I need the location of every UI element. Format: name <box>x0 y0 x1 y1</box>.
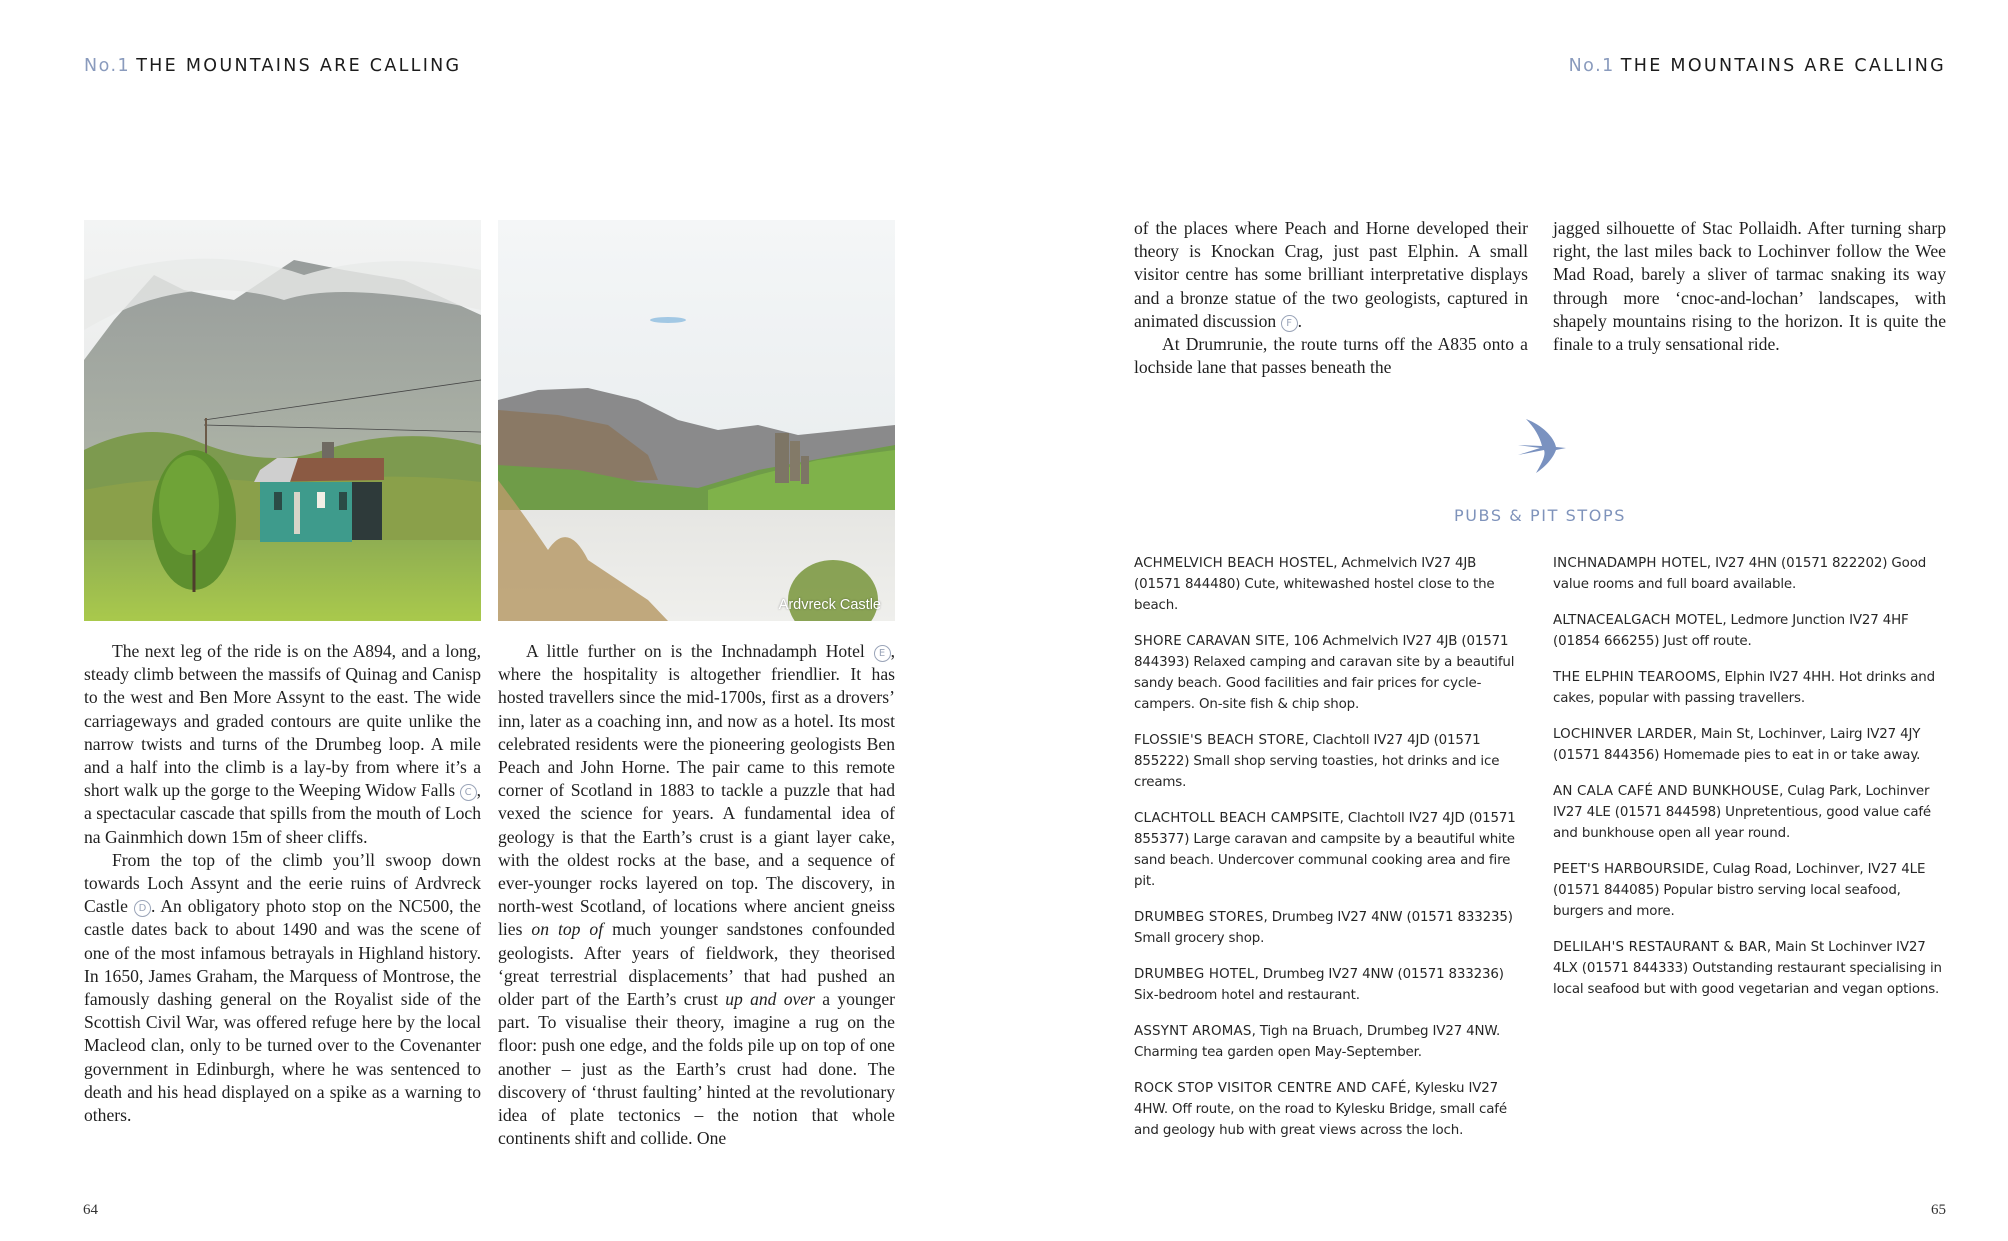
listing-details: Main St Lochinver IV27 4LX (01571 844333) Outstanding restaurant specialising in local seafood but with good vegetarian and vegan options. <box>1553 940 1942 997</box>
listings-left <box>1134 553 1526 1156</box>
listing-separator: , <box>1333 556 1342 571</box>
listing-name: INCHNADAMPH HOTEL <box>1553 556 1707 571</box>
listing-item <box>1134 1021 1526 1063</box>
listing-name: ALTNACEALGACH MOTEL <box>1553 613 1723 628</box>
listing-details: Tigh na Bruach, Drumbeg IV27 4NW. Charming tea garden open May-September. <box>1134 1024 1501 1060</box>
listing-separator: , <box>1254 967 1263 982</box>
map-marker-e-icon: E <box>874 645 891 662</box>
listing-item <box>1553 553 1951 595</box>
listing-details: Kylesku IV27 4HW. Off route, on the road to Kylesku Bridge, small café and geology hub with great views across the loch. <box>1134 1081 1507 1138</box>
listing-item <box>1553 610 1951 652</box>
chapter-title: THE MOUNTAINS ARE CALLING <box>136 56 462 76</box>
listing-name: ACHMELVICH BEACH HOSTEL <box>1134 556 1334 571</box>
listing-name: AN CALA CAFÉ AND BUNKHOUSE <box>1553 784 1780 799</box>
castle-photo <box>498 220 895 621</box>
listing-details: IV27 4HN (01571 822202) Good value rooms and full board available. <box>1553 556 1927 592</box>
listing-separator: , <box>1263 910 1272 925</box>
listing-item <box>1134 808 1526 892</box>
section-title: PUBS & PIT STOPS <box>1453 506 1626 525</box>
running-head-right <box>1569 56 1946 76</box>
listing-separator: , <box>1779 784 1788 799</box>
listing-item <box>1553 724 1951 766</box>
listing-separator: , <box>1285 634 1294 649</box>
listing-name: DRUMBEG HOTEL <box>1134 967 1255 982</box>
listing-name: ASSYNT AROMAS <box>1134 1024 1252 1039</box>
right-page <box>1004 0 2008 1241</box>
paragraph: At Drumrunie, the route turns off the A835 onto a lochside lane that passes beneath the <box>1134 334 1528 378</box>
listing-name: FLOSSIE'S BEACH STORE <box>1134 733 1305 748</box>
map-marker-d-icon: D <box>134 900 151 917</box>
listing-separator: , <box>1704 862 1713 877</box>
body-column-right-1 <box>1134 217 1528 379</box>
paragraph: of the places where Peach and Horne developed their theory is Knockan Crag, just past Elphin. A small visitor centre has some brilliant interpretative displays and a bronze statue of the two geologists, captured in animated discussion F . <box>1134 218 1528 331</box>
running-head-left <box>84 56 461 76</box>
paragraph: From the top of the climb you’ll swoop down towards Loch Assynt and the eerie ruins of Ardvreck Castle D . An obligatory photo stop on the NC500, the castle dates back to about 1490 and was the scene of one of the most infamous betrayals in Highland history. In 1650, James Graham, the Marquess of Montrose, the famously dashing general on the Royalist side of the Scottish Civil War, was offered refuge here by the local Macleod clan, only to be turned over to the Covenanter government in Edinburgh, where he was sentenced to death and his head displayed on a spike as a warning to others. <box>84 849 481 1126</box>
body-column-left-2 <box>498 640 895 1150</box>
cottage-photo <box>84 220 481 621</box>
listing-separator: , <box>1722 613 1731 628</box>
listing-item <box>1553 859 1951 922</box>
chapter-number: No.1 <box>1568 56 1615 76</box>
map-marker-f-icon: F <box>1281 315 1298 332</box>
body-column-right-2 <box>1553 217 1946 356</box>
listing-details: Drumbeg IV27 4NW (01571 833236) Six-bedroom hotel and restaurant. <box>1134 967 1504 1003</box>
listing-details: 106 Achmelvich IV27 4JB (01571 844393) Relaxed camping and caravan site by a beautiful sandy beach. Good facilities and fair prices for cycle-campers. On-site fish & chip shop. <box>1134 634 1515 712</box>
cottage-illustration <box>84 220 481 621</box>
listings-right <box>1553 553 1951 1015</box>
paragraph: The next leg of the ride is on the A894, and a long, steady climb between the massifs of Quinag and Canisp to the west and Ben More Assynt to the east. The wide carriageways and graded contours are quite unlike the narrow twists and turns of the Drumbeg loop. A mile and a half into the climb is a lay-by from where it’s a short walk up the gorge to the Weeping Widow Falls C , a spectacular cascade that spills from the mouth of Loch na Gainmhich down 15m of sheer cliffs. <box>84 641 481 847</box>
listing-name: PEET'S HARBOURSIDE <box>1553 862 1705 877</box>
swallow-icon <box>1512 417 1568 475</box>
listing-details: Drumbeg IV27 4NW (01571 833235) Small grocery shop. <box>1134 910 1513 946</box>
listing-item <box>1553 667 1951 709</box>
listing-name: LOCHINVER LARDER <box>1553 727 1693 742</box>
listing-details: Achmelvich IV27 4JB (01571 844480) Cute, whitewashed hostel close to the beach. <box>1134 556 1495 613</box>
listing-item <box>1134 730 1526 793</box>
listing-item <box>1134 1078 1526 1141</box>
listing-name: SHORE CARAVAN SITE <box>1134 634 1286 649</box>
listing-details: Culag Road, Lochinver, IV27 4LE (01571 844085) Popular bistro serving local seafood, burgers and more. <box>1553 862 1926 919</box>
listing-name: CLACHTOLL BEACH CAMPSITE <box>1134 811 1340 826</box>
listing-details: Elphin IV27 4HH. Hot drinks and cakes, popular with passing travellers. <box>1553 670 1935 706</box>
map-marker-c-icon: C <box>460 784 477 801</box>
chapter-title: THE MOUNTAINS ARE CALLING <box>1620 56 1946 76</box>
listing-details: Clachtoll IV27 4JD (01571 855377) Large caravan and campsite by a beautiful white sand beach. Undercover communal cooking area and fire pit. <box>1134 811 1516 889</box>
listing-separator: , <box>1339 811 1348 826</box>
page-number-left: 64 <box>83 1202 98 1218</box>
listing-name: DRUMBEG STORES <box>1134 910 1264 925</box>
listing-name: ROCK STOP VISITOR CENTRE AND CAFÉ <box>1134 1081 1407 1096</box>
listing-separator: , <box>1304 733 1313 748</box>
listing-item <box>1134 631 1526 715</box>
listing-separator: , <box>1716 670 1725 685</box>
listing-item <box>1134 907 1526 949</box>
listing-details: Ledmore Junction IV27 4HF (01854 666255) Just off route. <box>1553 613 1909 649</box>
paragraph: jagged silhouette of Stac Pollaidh. After turning sharp right, the last miles back to Lochinver follow the Wee Mad Road, barely a sliver of tarmac snaking its way through more ‘cnoc-and-lochan’ landscapes, with shapely mountains rising to the horizon. It is quite the finale to a truly sensational ride. <box>1553 218 1946 355</box>
listing-separator: , <box>1406 1081 1415 1096</box>
castle-illustration <box>498 220 895 621</box>
chapter-number: No.1 <box>84 56 131 76</box>
listing-item <box>1553 781 1951 844</box>
listing-name: THE ELPHIN TEAROOMS <box>1553 670 1717 685</box>
listing-name: DELILAH'S RESTAURANT & BAR <box>1553 940 1767 955</box>
listing-details: Clachtoll IV27 4JD (01571 855222) Small shop serving toasties, hot drinks and ice creams. <box>1134 733 1500 790</box>
body-column-left-1 <box>84 640 481 1127</box>
listing-item <box>1134 553 1526 616</box>
paragraph: A little further on is the Inchnadamph Hotel E , where the hospitality is altogether friendlier. It has hosted travellers since the mid-1700s, first as a drovers’ inn, later as a coaching inn, and now as a hotel. Its most celebrated residents were the pioneering geologists Ben Peach and John Horne. The pair came to this remote corner of Scotland in 1883 to tackle a puzzle that had vexed the science for years. A fundamental idea of geology is that the Earth’s crust is a giant layer cake, with the oldest rocks at the base, and a sequence of ever-younger rocks layered on top. The discovery, in north-west Scotland, of locations where ancient gneiss lies on top of much younger sandstones confounded geologists. After years of fieldwork, they theorised ‘great terrestrial displacements’ that had pushed an older part of the Earth’s crust up and over a younger part. To visualise their theory, imagine a rug on the floor: push one edge, and the folds pile up on top of one another – just as the Earth’s crust had done. The discovery of ‘thrust faulting’ hinted at the revolutionary idea of plate tectonics – the notion that whole continents shift and collide. One <box>498 641 895 1149</box>
listing-item <box>1134 964 1526 1006</box>
listing-separator: , <box>1692 727 1701 742</box>
listing-separator: , <box>1766 940 1776 955</box>
listing-separator: , <box>1251 1024 1260 1039</box>
listing-separator: , <box>1706 556 1716 571</box>
page-number-right: 65 <box>1931 1202 1946 1218</box>
listing-item <box>1553 937 1951 1000</box>
listing-details: Culag Park, Lochinver IV27 4LE (01571 844598) Unpretentious, good value café and bunkhouse open all year round. <box>1553 784 1932 841</box>
photo-caption: Ardvreck Castle <box>778 597 881 613</box>
listing-details: Main St, Lochinver, Lairg IV27 4JY (01571 844356) Homemade pies to eat in or take away. <box>1553 727 1921 763</box>
